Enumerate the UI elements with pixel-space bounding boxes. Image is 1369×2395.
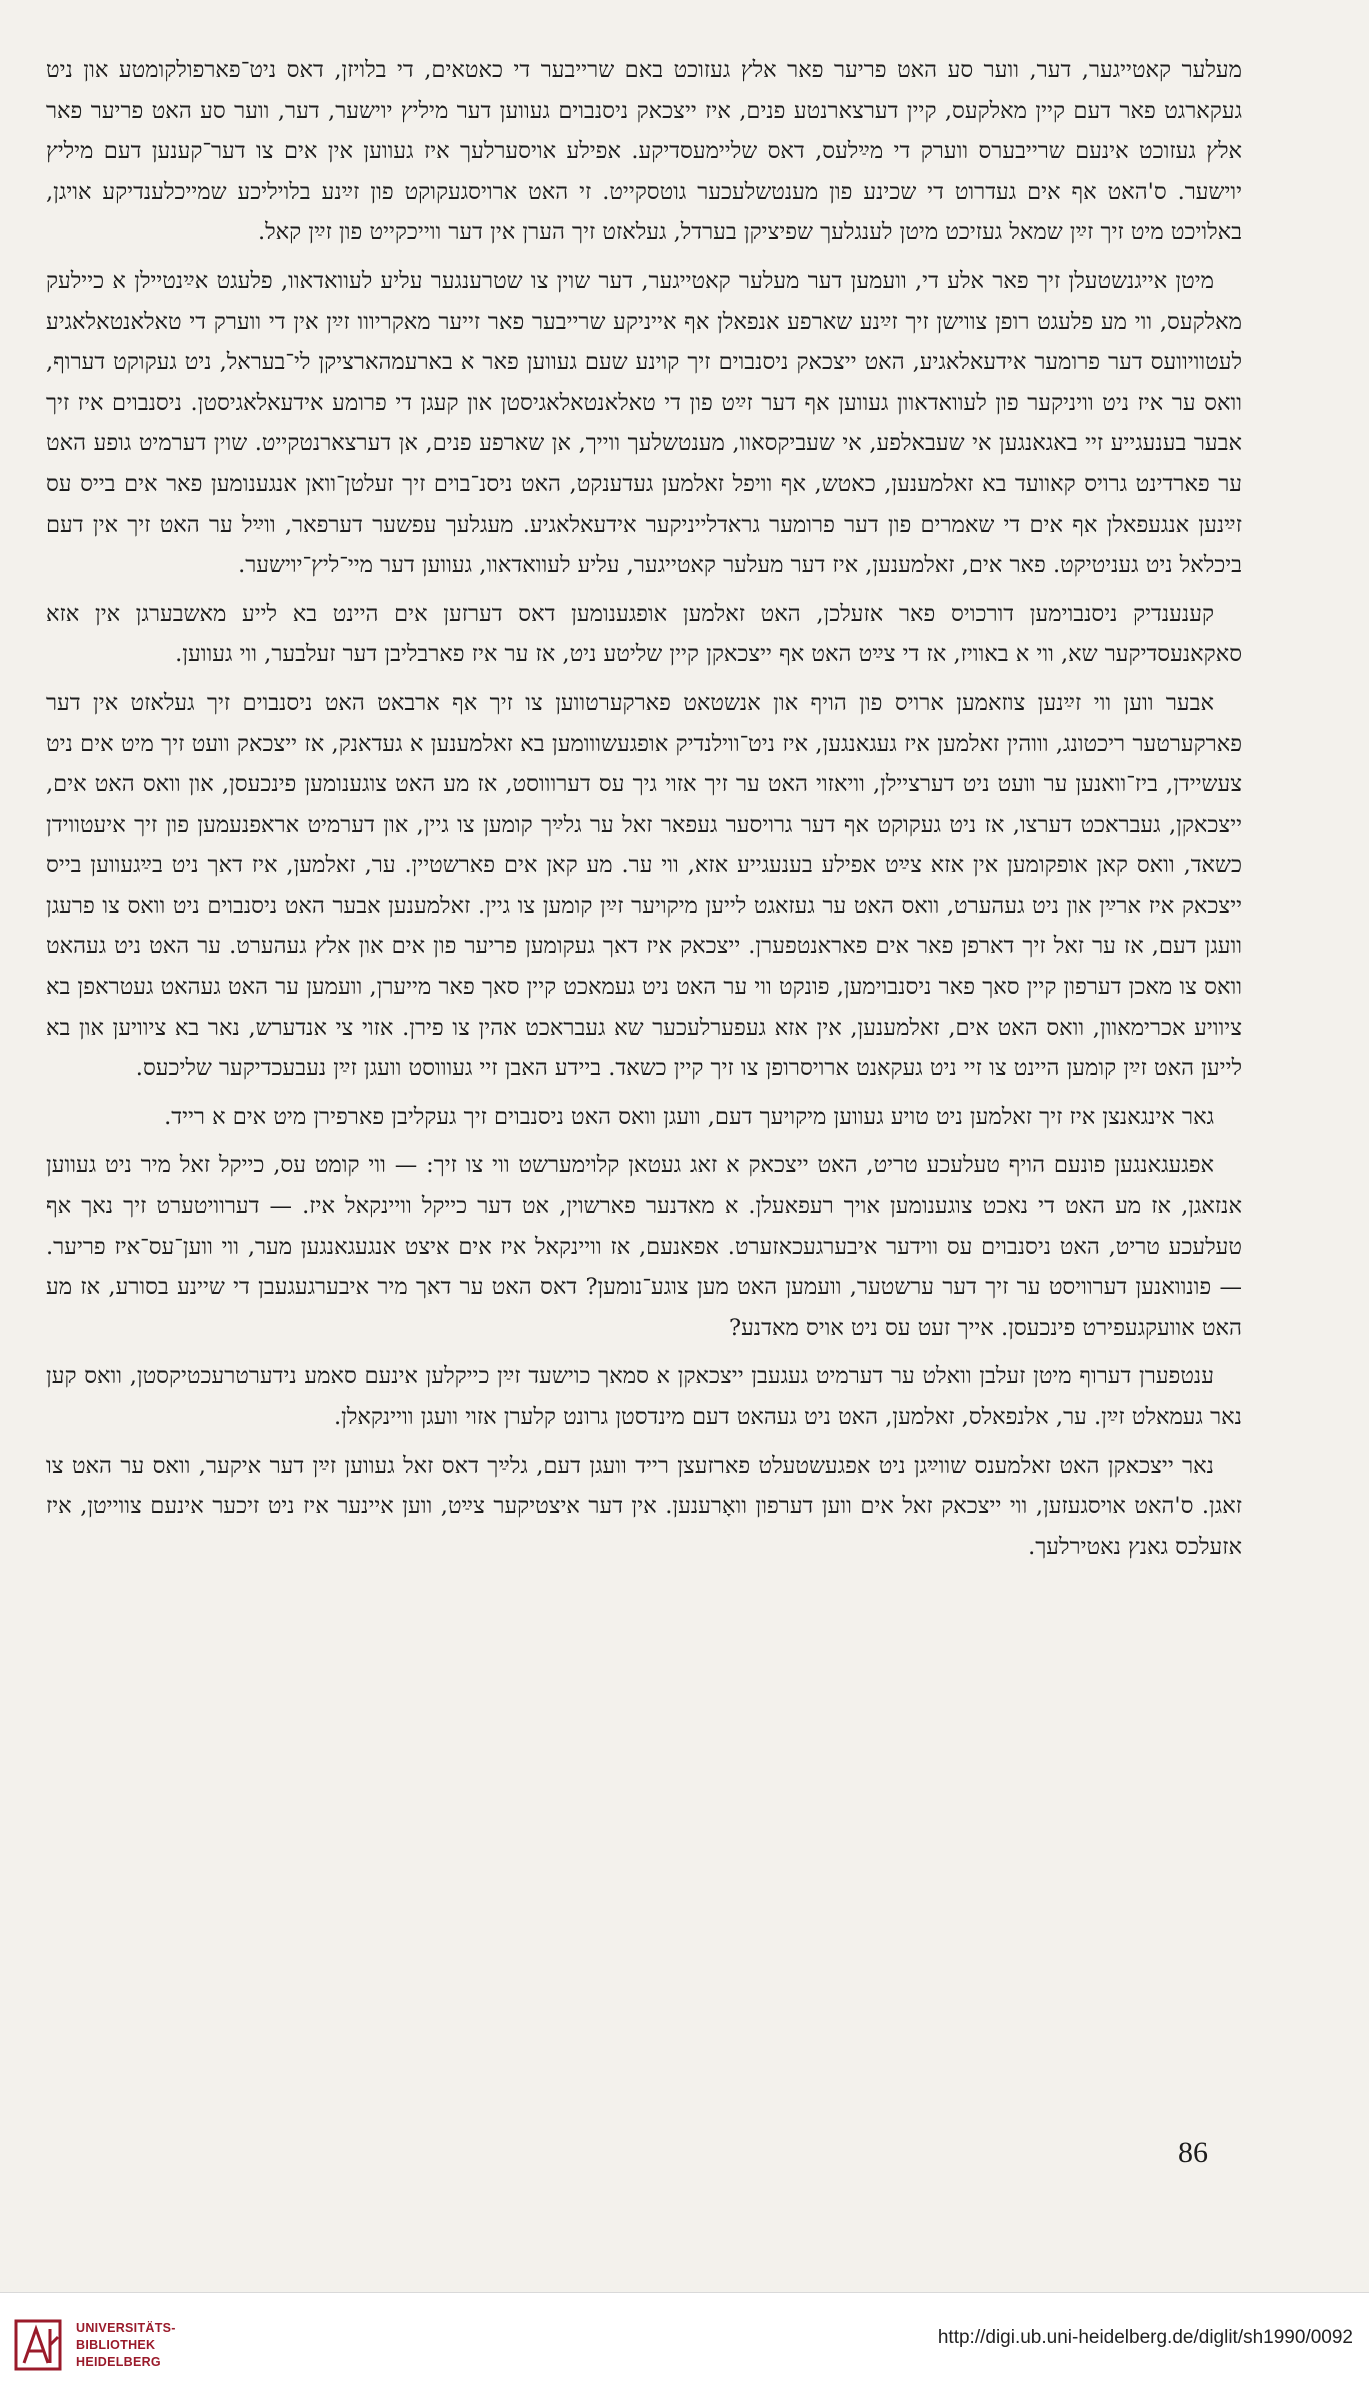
viewer-footer xyxy=(0,2292,1369,2395)
paragraph: ענטפערן דערוף מיטן זעלבן וואלט ער דערמיט געגעבן ייצכאקן א סמאך כוישעד זײַן כייקלען אינעם סאמע נידערטרעכטיקסטן, וואס קען נאר געמאלט זײַן. ער, אלנפאלס, זאלמען, האט ניט געהאט דעם מינדסטן גרונט קלערן אזוי וועגן וויינקאלן. xyxy=(46,1363,1242,1430)
paragraph: גאר אינגאנצן איז זיך זאלמען ניט טויע געווען מיקויעך דעם, וועגן וואס האט ניסנבוים זיך געקליבן פארפירן מיט אים א רייד. xyxy=(164,1103,1214,1130)
document-url-link[interactable]: http://digi.ub.uni-heidelberg.de/diglit/sh1990/0092 xyxy=(937,2327,1353,2348)
paragraph: קענענדיק ניסנבוימען דורכויס פאר אזעלכן, האט זאלמען אופגענומען דאס דערזען אים היינט בא לייע מאשבערגן אין אזא סאקאנעסדיקער שא, ווי א באוויז, אז די צײַט האט אף ייצכאקן קיין שליטע ניט, אז ער איז פארבליבן דער זעלבער, ווי געווען. xyxy=(46,600,1242,668)
paragraph: אבער ווען ווי זײַנען צוזאמען ארויס פון הויף און אנשטאט פארקערטווען צו זיך אף ארבאט האט ניסנבוים זיך געלאזט אין דער פארקערטער ריכטונג, וווהין זאלמען איז געגאנגען, איז ניט־ווילנדיק אופגעשווומען בא זאלמענען א געדאנק, אז ייצכאק וועט זיך מיט אים ניט צעשיידן, ביז־וואנען ער וועט ניט דערציילן, וויאזוי האט ער זיך אזוי גיך עס דערוווסט, אז מע האט צוגענומען פינכעסן, און וואס האט אים, ייצכאקן, געבראכט דערצו, אז ניט געקוקט אף דער גרויסער געפאר זאל ער גלײַך קומען צו גיין, און דערמיט אראפנעמען פון זיך איעטווידן כשאד, וואס קאן אופקומען אין אזא צײַט אפילע בענעגייע אזא, ווי ער. מע קאן אים פארשטיין. ער, זאלמען, איז דאך ניט בײַגעווען בייס ייצכאק איז ארײַן און ניט געהערט, וואס האט ער געזאגט לייען מיקויער זײַן קומען צו גיין. זאלמענען אבער האט ניסנבוים ניט וואס צו פרעגן וועגן דעם, אז ער זאל זיך דארפן פאר אים פאראנטפערן. ייצכאק איז דאך געקומען פריער פון אים און אלץ געהערט. ער האט ניט געהאט וואס צו מאכן דערפון קיין סאך פאר ניסנבוימען, פונקט ווי ער האט ניט געמאכט קיין סאך פאר מייערן, וועמען ער האט געהאט געטראפן בא ציוויע אכרימאוון, וואס האט אים, זאלמענען, אין אזא געפערלעכער שא געבראכט אהין צו פירן. אזוי צי אנדערש, נאר בא ציוויען און בא לייען האט זײַן קומען היינט צו זיי ניט געקאנט ארויסרופן צו זיך קיין כשאד. ביידע האבן זיי געוווסט וועגן זײַן נעבעכדיקער שליכעס. xyxy=(46,689,1242,1082)
page-number: 86 xyxy=(1178,2136,1208,2169)
library-name-line: UNIVERSITÄTS- xyxy=(76,2320,176,2335)
document-body xyxy=(46,50,1242,1567)
paragraph: נאר ייצכאקן האט זאלמענס שווײַגן ניט אפגעשטעלט פארזעצן רייד וועגן דעם, גלײַך דאס זאל געווען זײַן דער איקער, וואס ער האט צו זאגן. ס'האט אויסגעזען, ווי ייצכאק זאל אים ווען דערפון וואָרענען. אין דער איצטיקער צײַט, ווען איינער איז ניט זיכער אינעם צווייטן, איז אזעלכס גאנץ נאטירלעך. xyxy=(46,1452,1242,1560)
library-logo-icon xyxy=(14,2315,66,2375)
library-name-line: HEIDELBERG xyxy=(76,2354,161,2369)
library-name xyxy=(76,2320,176,2371)
library-logo[interactable] xyxy=(14,2313,214,2377)
paragraph: אפגעגאנגען פונעם הויף טעלעכע טריט, האט ייצכאק א זאג געטאן קלוימערשט ווי צו זיך: — ווי קומט עס, כייקל זאל מיר ניט געווען אנזאגן, אז מע האט די נאכט צוגענומען אויך רעפאעלן. א מאדנער פארשוין, אט דער כייקל וויינקאל איז. — דערוויטערט זיך נאך אף טעלעכע טריט, האט ניסנבוים עס ווידער איבערגעכאזערט. אפאנעם, אז וויינקאל איז אים איצט אנגעגאנגען מער, ווי ווען־עס־איז פריער. — פונוואנען דערוויסט ער זיך דער ערשטער, וועמען האט מען צוגע־נומען? דאס האט ער דאך מיר איבערגעגעבן די שיינע בסורע, אז מע האט אוועקגעפירט פינכעסן. אייך זעט עס ניט אויס מאדנע? xyxy=(46,1152,1242,1341)
library-name-line: BIBLIOTHEK xyxy=(76,2337,156,2352)
paragraph: מיטן אייגנשטעלן זיך פאר אלע די, וועמען דער מעלער קאטייגער, דער שוין צו שטרענגער עליע לעוואדאוו, פלעגט אײַנטיילן א כיילעק מאלקעס, ווי מע פלעגט רופן צווישן זיך זײַנע שארפע אנפאלן אף אייניקע שרייבער פאר זייער מאקריווו זײַן אין די ווערק די טאלאנטאלאגיע לעטוויוועס דער פרומער אידעאלאגיע, האט ייצכאק ניסנבוים זיך קוינע שעם געווען פאר א בארעמהארציקן לי־בעראל, ניט געקוקט דערוף, וואס ער איז ניט וויניקער פון לעוואדאוון געווען אף דער זײַט פון די טאלאנטאלאגיסטן און קעגן די פרומע אידעאלאגיסטן. ניסנבוים איז זיך אבער בענעגייע זיי באגאנגען אי שעבאלפע, אי שעביקסאוו, מענטשלעך ווייך, אן שארפע פנים, אן דערצארנטקייט. שוין דערמיט גופע האט ער פארדינט גרויס קאוועד בא זאלמענען, כאטש, אף וויפל זאלמען געדענקט, האט ניסנ־בוים זיך זעלטן־וואן אנגענומען פאר אים בייס עס זײַנען אנגעפאלן אף אים די שאמרים פון דער פרומער גראדלייניקער אידעאלאגיע. מעגלעך עפשער דערפאר, ווײַל ער האט זיך אין דעם ביכלאל ניט געניטיקט. פאר אים, זאלמענען, איז דער מעלער קאטייגער, עליע לעוואדאוו, געווען דער מיי־ליץ־יוישער. xyxy=(46,267,1242,579)
paragraph: מעלער קאטייגער, דער, ווער סע האט פריער פאר אלץ געזוכט באם שרייבער די כאטאים, די בלויזן, דאס ניט־פארפולקומטע און ניט געקארגט פאר דעם קיין מאלקעס, קיין דערצארנטע פנים, איז ייצכאק ניסנבוים געווען דער מיליץ יוישער, דער, ווער סע האט פריער פאר אלץ געזוכט אינעם שרייבערס ווערק די מײַלעס, דאס שליימעסדיקע. אפילע אויסערלעך איז געווען אין אים צו דער־קענען דעם מיליץ יוישער. ס'האט אף אים געדרוט די שכינע פון מענטשלעכער גוטסקייט. זי האט ארויסגעקוקט פון זײַנע בלויליכע שמייכלענדיקע אויגן, באלויכט מיט זיך זײַן שמאל געזיכט מיטן לענגלעך שפיציקן בערדל, געלאזט זיך הערן אין דער ווייכקייט פון זײַן קאל. xyxy=(46,57,1242,246)
